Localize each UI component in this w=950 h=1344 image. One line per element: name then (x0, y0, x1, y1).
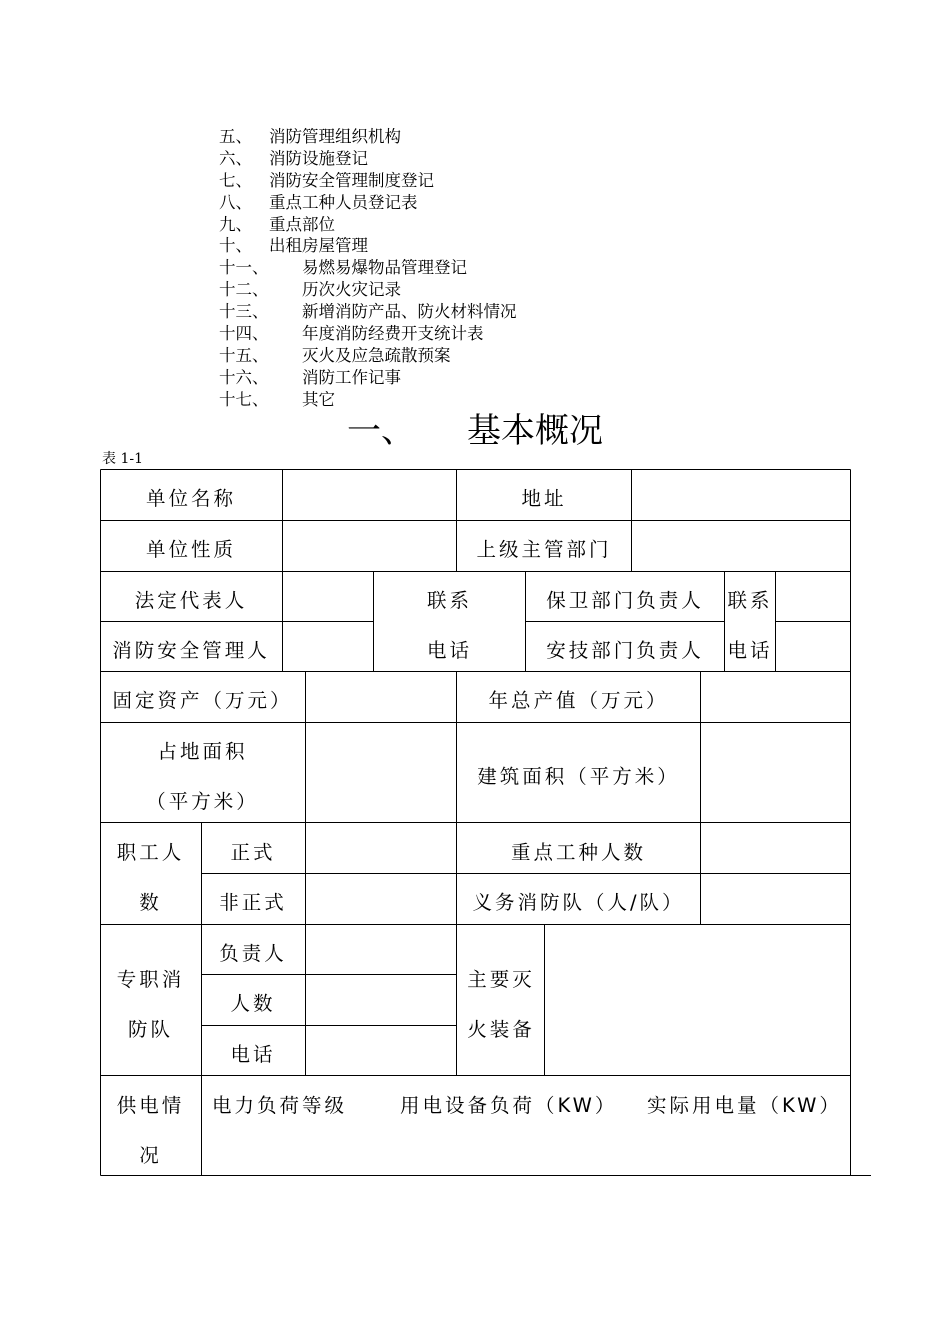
label-formal: 正式 (230, 841, 276, 864)
label-head-count: 人数 (230, 992, 276, 1015)
label-unit-name: 单位名称 (145, 487, 236, 510)
toc-item-label: 新增消防产品、防火材料情况 (302, 302, 517, 322)
toc-item-label: 出租房屋管理 (269, 236, 368, 256)
label-land-area-unit: （平方米） (146, 790, 259, 813)
label-power-level: 电力负荷等级 (212, 1094, 348, 1117)
section-number: 一、 (347, 411, 415, 451)
label-security-head: 保卫部门负责人 (546, 589, 704, 612)
toc-item-label: 年度消防经费开支统计表 (302, 324, 484, 344)
toc-item-label: 重点工种人员登记表 (269, 192, 418, 212)
label-address: 地址 (521, 487, 567, 510)
label-pro-team-2: 防队 (127, 1018, 173, 1041)
toc-item-number: 七、 (219, 170, 252, 190)
table-grid-lines (100, 469, 851, 1176)
label-person-in-charge: 负责人 (219, 942, 287, 965)
toc-item-number: 十四、 (219, 324, 269, 344)
label-contact-2b: 电话 (727, 639, 773, 662)
toc-item-label: 消防安全管理制度登记 (269, 170, 434, 190)
label-power-2: 况 (139, 1144, 162, 1167)
toc-item-number: 十五、 (219, 345, 269, 365)
label-main-equip-2: 火装备 (467, 1018, 535, 1041)
label-actual-power: 实际用电量（KW） (647, 1094, 842, 1117)
label-annual-output: 年总产值（万元） (488, 689, 669, 712)
label-land-area: 占地面积 (157, 740, 248, 763)
toc-item-number: 八、 (219, 192, 252, 212)
toc-item-number: 十三、 (219, 302, 269, 322)
label-contact-1a: 联系 (426, 589, 472, 612)
label-equip-load: 用电设备负荷（KW） (400, 1094, 618, 1117)
section-heading (0, 408, 950, 454)
label-superior-dept: 上级主管部门 (476, 538, 612, 561)
table-tail-line (849, 1175, 871, 1176)
label-legal-rep: 法定代表人 (134, 589, 248, 612)
label-contact-2a: 联系 (727, 589, 773, 612)
toc-item-label: 重点部位 (269, 214, 335, 234)
toc-item-number: 九、 (219, 214, 252, 234)
toc-item-number: 十、 (219, 236, 252, 256)
toc-item-label: 其它 (302, 389, 335, 409)
toc-item-number: 十二、 (219, 280, 269, 300)
label-staff-count-2: 数 (139, 891, 162, 914)
label-phone: 电话 (230, 1043, 276, 1066)
toc-item-label: 消防设施登记 (269, 148, 368, 168)
toc-item-number: 五、 (219, 127, 252, 146)
label-key-workers: 重点工种人数 (510, 841, 646, 864)
toc-item-label: 消防工作记事 (302, 367, 401, 387)
label-main-equip-1: 主要灭 (467, 968, 535, 991)
basic-info-table (100, 469, 851, 1176)
label-contact-1b: 电话 (426, 639, 472, 662)
label-staff-count-1: 职工人 (116, 841, 185, 864)
toc-item-number: 十七、 (219, 389, 269, 409)
label-pro-team-1: 专职消 (116, 968, 185, 991)
label-fire-manager: 消防安全管理人 (112, 639, 270, 662)
label-fixed-assets: 固定资产（万元） (112, 689, 293, 712)
toc-item-label: 历次火灾记录 (302, 280, 401, 300)
toc-item-number: 十一、 (219, 258, 269, 278)
label-safety-tech-head: 安技部门负责人 (546, 639, 704, 662)
label-volunteer-team: 义务消防队（人/队） (472, 891, 685, 914)
table-label: 表 1-1 (102, 451, 143, 467)
label-informal: 非正式 (219, 891, 287, 914)
toc-item-label: 灭火及应急疏散预案 (302, 345, 451, 365)
label-power-1: 供电情 (116, 1094, 185, 1117)
toc-item-label: 消防管理组织机构 (269, 127, 401, 146)
toc-item-label: 易燃易爆物品管理登记 (302, 258, 467, 278)
label-building-area: 建筑面积（平方米） (477, 765, 680, 788)
toc-item-number: 六、 (219, 148, 252, 168)
toc-item-number: 十六、 (219, 367, 269, 387)
label-unit-nature: 单位性质 (145, 538, 236, 561)
section-title: 基本概况 (467, 411, 603, 451)
